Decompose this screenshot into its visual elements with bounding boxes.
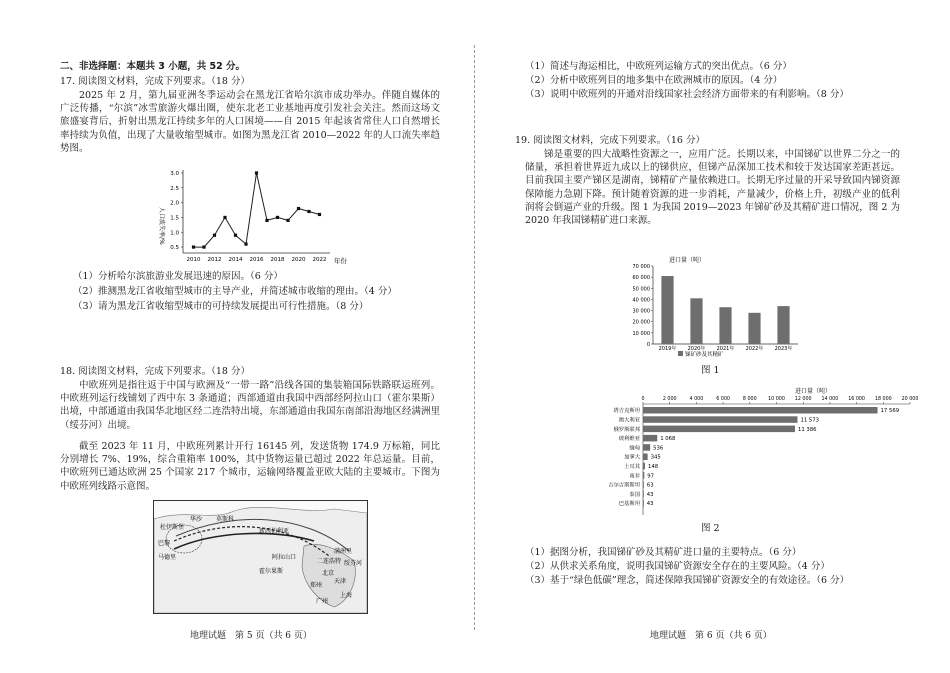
chart1-data-point (213, 234, 216, 237)
chart3-bar (643, 500, 644, 507)
chart3-value-label: 1 068 (660, 436, 676, 443)
map-label-manzhouli: 满洲里 (334, 548, 353, 555)
chart1-xtick-label: 2010 (186, 257, 201, 263)
chart3-value-label: 43 (646, 501, 654, 508)
chart3-xtick-label: 0 (641, 397, 645, 402)
chart3-xtick-label: 18 000 (874, 397, 892, 402)
chart3-bar (643, 472, 644, 479)
chart1-ytick-label: 1.0 (170, 230, 179, 237)
chart1-ylabel: 人口流失率/% (158, 207, 165, 245)
section-header: 二、非选择题：本题共 3 小题，共 52 分。 (60, 61, 246, 72)
map-label-tianjin: 天津 (334, 578, 347, 585)
chart2-legend-label: 锑矿砂及其精矿 (685, 352, 724, 358)
chart1-xtick-label: 2018 (270, 257, 285, 263)
chart3-xtick-label: 6 000 (716, 397, 730, 402)
chart3-value-label: 11 573 (800, 417, 820, 424)
chart2-ytick-label: 10 000 (632, 330, 650, 337)
chart1-data-point (318, 213, 321, 216)
chart1-xtick-label: 2020 (291, 257, 306, 263)
q19-paragraph: 锑是重要的四大战略性资源之一，应用广泛。长期以来，中国锑矿以世界二分之一的储量，承担着世界近九成以上的锑供应，但锑产品深加工技术和较于发达国家差距甚远。目前我国主要产锑区是湖南，锑精矿产量依赖进口。长期无序过量的开采导致国内锑资源保障能力急剧下降。预计随着资源的进一步消耗，产量减少，价格上升，初级产业的低利润将会倒逼产业的升级。图 1 为我国 2019—2023 年锑矿砂及其精矿进口情况，图 2 为 2020 年我国锑精矿进口来源。 (525, 149, 900, 227)
map-label-duisburg: 杜伊斯堡 (160, 524, 185, 531)
q19-question-1: （1）据图分析，我国锑矿砂及其精矿进口量的主要特点。（6 分） (525, 547, 802, 558)
chart1-xtick-label: 2016 (249, 257, 264, 263)
china-europe-railway-map (153, 500, 368, 614)
chart3-bar (643, 435, 657, 442)
chart3-xtick-label: 4 000 (689, 397, 704, 402)
chart2-category-label: 2020年 (687, 346, 706, 352)
chart3-xtick-label: 20 000 (901, 397, 919, 402)
chart3-category-label: 塔吉克斯坦 (613, 408, 640, 415)
import-source-chart (585, 385, 935, 520)
chart1-data-point (276, 216, 279, 219)
chart2-legend-swatch (678, 351, 683, 356)
q17-paragraph: 2025 年 2 月，第九届亚洲冬季运动会在黑龙江省哈尔滨市成功举办。伴随自媒体的广泛传播，“尔滨”冰雪旅游火爆出圈，使东北老工业基地再度引发社会关注。然而这场文旅盛宴背后，折射出黑龙江持续多年的人口困境——自 2015 年起该省常住人口自然增长率持续为负值，出现了大量收缩型城市。如图为黑龙江省 2010—2022 年的人口流失率趋势图。 (60, 90, 440, 154)
chart3-xtick-label: 16 000 (848, 397, 865, 402)
chart3-xtick-label: 2 000 (662, 397, 677, 402)
chart1-series-line (194, 173, 320, 247)
map-label-alashankou: 阿拉山口 (272, 554, 297, 561)
chart3-bar (643, 454, 648, 461)
right-page (475, 0, 950, 673)
figure-2-caption: 图 2 (701, 523, 720, 534)
chart3-category-label: 土耳其 (624, 464, 640, 470)
chart2-bar (719, 307, 731, 344)
map-label-guangzhou: 广州 (316, 598, 329, 605)
map-label-erlianhot: 二连浩特 (317, 558, 342, 565)
q17-question-1: （1）分析哈尔滨旅游业发展迅速的原因。（6 分） (73, 271, 283, 282)
chart3-bar (643, 444, 650, 451)
chart1-data-point (297, 207, 300, 210)
chart3-value-label: 43 (646, 491, 654, 498)
chart3-category-label: 俄罗斯联邦 (613, 426, 640, 433)
left-footer: 地理试题 第 5 页（共 6 页） (190, 631, 312, 641)
q18-paragraph-1: 中欧班列是指往返于中国与欧洲及“一带一路”沿线各国的集装箱国际铁路联运班列。中欧班列运行线铺划了西中东 3 条通道；西部通道由我国中西部经阿拉山口（霍尔果斯）出境，中部通道由我国华北地区经二连浩特出境，东部通道由我国东南部沿海地区经满洲里（绥芬河）出境。 (60, 380, 441, 431)
chart1-xtick-label: 2012 (207, 257, 222, 263)
chart3-value-label: 345 (650, 454, 661, 461)
map-label-horgos: 霍尔果斯 (259, 568, 284, 575)
chart3-bar (643, 481, 644, 488)
chart2-bar (690, 298, 702, 344)
chart3-bar (643, 463, 645, 470)
chart1-data-point (234, 234, 237, 237)
chart3-category-label: 巴基斯坦 (618, 501, 640, 508)
chart2-ytick-label: 30 000 (632, 308, 650, 315)
chart3-category-label: 玻利维亚 (618, 436, 640, 443)
q18-question-3: （3）说明中欧班列的开通对沿线国家社会经济方面带来的有利影响。（8 分） (525, 89, 849, 100)
chart1-data-point (286, 219, 289, 222)
railway-map-drawing (154, 501, 367, 613)
chart3-category-label: 澳大利亚 (618, 417, 640, 424)
chart2-title: 进口量（吨） (669, 257, 706, 264)
q18-question-1: （1）简述与海运相比，中欧班列运输方式的突出优点。（6 分） (525, 61, 792, 72)
chart2-ytick-label: 40 000 (632, 297, 650, 304)
map-label-warsaw: 华沙 (190, 516, 203, 523)
q17-question-3: （3）请为黑龙江省收缩型城市的可持续发展提出可行性措施。（8 分） (73, 301, 369, 312)
chart1-data-point (202, 245, 205, 248)
chart3-bar (643, 416, 797, 423)
chart1-ytick-label: 1.5 (170, 215, 179, 222)
chart2-bar (777, 306, 789, 344)
chart2-bar (748, 313, 760, 344)
q18-title: 18. 阅读图文材料，完成下列要求。（18 分） (60, 366, 250, 377)
chart2-ytick-label: 70 000 (632, 264, 650, 270)
chart1-ytick-label: 3.0 (170, 170, 179, 177)
chart1-data-point (265, 219, 268, 222)
chart1-ytick-label: 2.0 (170, 200, 179, 207)
chart1-xtick-label: 2014 (228, 257, 243, 263)
chart3-title: 进口量（吨） (795, 388, 832, 395)
chart1-data-point (192, 245, 195, 248)
chart2-category-label: 2021年 (716, 346, 735, 352)
chart1-xtick-label: 2022 (312, 257, 327, 263)
chart1-data-point (255, 171, 258, 174)
chart1-data-point (307, 210, 310, 213)
map-label-suifenhe: 绥芬河 (344, 560, 363, 567)
chart1-ytick-label: 0.5 (170, 245, 179, 252)
chart2-category-label: 2019年 (658, 346, 677, 352)
chart3-value-label: 148 (647, 464, 659, 470)
import-volume-chart (623, 254, 803, 359)
chart3-xtick-label: 12 000 (794, 397, 812, 402)
chart3-xtick-label: 8 000 (742, 397, 757, 402)
chart3-value-label: 97 (647, 473, 655, 480)
chart2-ytick-label: 50 000 (632, 286, 650, 293)
q18-question-2: （2）分析中欧班列目的地多集中在欧洲城市的原因。（4 分） (525, 75, 783, 86)
chart3-xtick-label: 10 000 (768, 397, 785, 402)
chart3-category-label: 吉尔吉斯斯坦 (608, 482, 640, 489)
chart2-category-label: 2023年 (774, 346, 793, 352)
map-label-moscow: 莫斯科 (216, 516, 235, 523)
q19-title: 19. 阅读图文材料，完成下列要求。（16 分） (515, 135, 705, 146)
chart1-data-point (244, 243, 247, 246)
map-label-madrid: 马德里 (158, 554, 177, 561)
chart3-category-label: 加拿大 (624, 454, 640, 461)
right-footer: 地理试题 第 6 页（共 6 页） (650, 631, 772, 641)
chart1-ytick-label: 2.5 (170, 185, 179, 192)
chart2-bar (661, 276, 673, 344)
chart2-ytick-label: 60 000 (632, 275, 650, 282)
chart3-value-label: 63 (646, 482, 654, 489)
q18-paragraph-2: 截至 2023 年 11 月，中欧班列累计开行 16145 列，发送货物 174.9 万标箱，同比分别增长 7%、19%，综合重箱率 100%，其中货物运量已超过 2022 年总运量。目前，中欧班列已通达欧洲 25 个国家 217 个城市，运输网络覆盖亚欧大陆的主要城市。下图为中欧班列线路示意图。 (60, 441, 440, 492)
q17-title: 17. 阅读图文材料，完成下列要求。（18 分） (60, 76, 250, 87)
chart2-ytick-label: 20 000 (632, 319, 650, 326)
figure-1-caption: 图 1 (701, 365, 720, 376)
map-label-novosibirsk: 新西伯利亚 (259, 528, 290, 535)
chart3-bar (643, 407, 878, 414)
chart3-bar (643, 426, 795, 433)
chart3-value-label: 536 (653, 445, 664, 452)
map-label-paris: 巴黎 (158, 540, 171, 547)
q19-question-2: （2）从供求关系角度，说明我国锑矿资源安全存在的主要风险。（4 分） (525, 561, 830, 572)
chart3-category-label: 缅甸 (629, 445, 640, 452)
chart2-category-label: 2022年 (745, 346, 764, 352)
population-loss-chart (150, 165, 360, 270)
chart1-data-point (223, 216, 226, 219)
chart2-ytick-label: 0 (646, 342, 650, 348)
q17-question-2: （2）推测黑龙江省收缩型城市的主导产业，并简述城市收缩的理由。（4 分） (73, 286, 397, 297)
map-label-zhengzhou: 郑州 (310, 582, 323, 589)
chart3-bar (643, 491, 644, 498)
q19-question-3: （3）基于“绿色低碳”理念，简述保障我国锑矿资源安全的有效途径。（6 分） (525, 575, 850, 586)
chart3-value-label: 11 386 (798, 426, 817, 433)
chart1-xlabel: 年份 (334, 257, 347, 265)
chart3-category-label: 南非 (629, 473, 640, 480)
chart3-value-label: 17 569 (880, 408, 900, 415)
map-label-shanghai: 上海 (340, 592, 353, 599)
chart3-xtick-label: 14 000 (821, 397, 839, 402)
chart3-category-label: 泰国 (629, 491, 640, 498)
map-label-beijing: 北京 (322, 570, 335, 577)
